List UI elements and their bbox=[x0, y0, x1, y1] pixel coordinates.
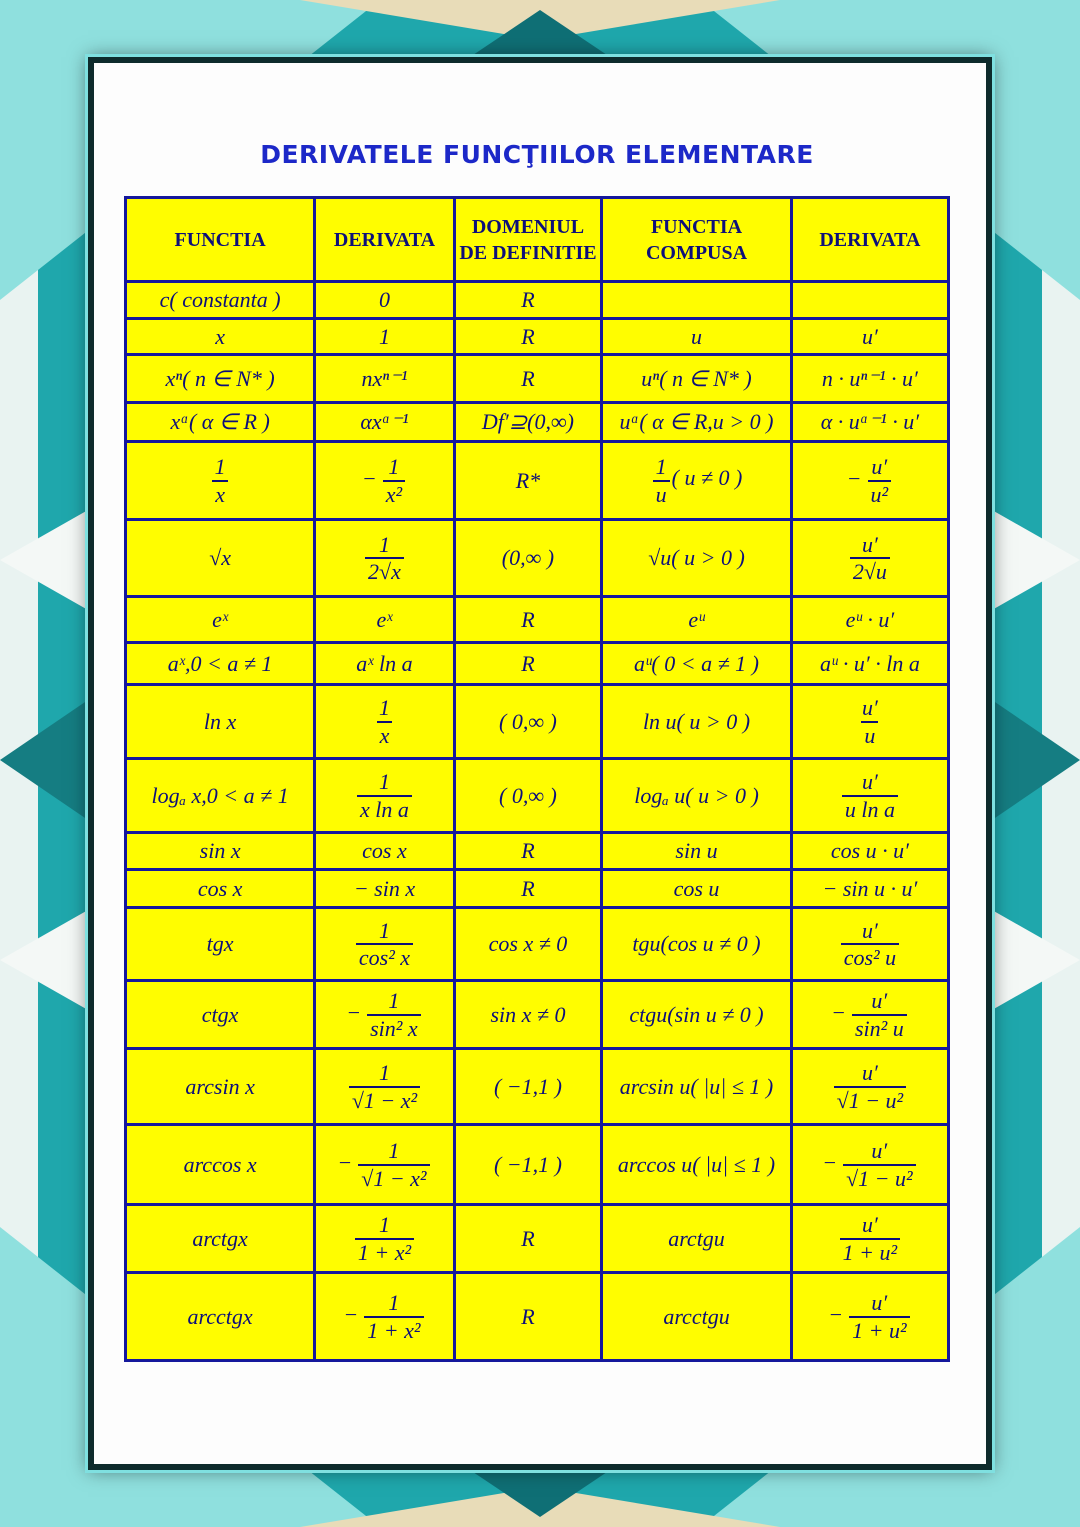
table-row bbox=[126, 520, 949, 597]
cell-composite-function: arccos u( |u| ≤ 1 ) bbox=[602, 1125, 792, 1205]
derivatives-table bbox=[124, 196, 950, 1362]
fraction bbox=[365, 533, 404, 583]
table-row bbox=[126, 1273, 949, 1361]
minus-sign: − bbox=[361, 465, 377, 491]
table-row bbox=[126, 282, 949, 319]
cell-function bbox=[126, 442, 315, 520]
cell-function: cos x bbox=[126, 870, 315, 908]
cell-derivative: aˣ ln a bbox=[315, 643, 454, 685]
cell-derivative: − sin x bbox=[315, 870, 454, 908]
fraction-denominator: 1 + x² bbox=[364, 1316, 423, 1342]
fraction bbox=[840, 1213, 900, 1263]
fraction bbox=[653, 455, 670, 505]
table-row bbox=[126, 403, 949, 442]
fraction bbox=[868, 455, 892, 505]
fraction-condition: ( u ≠ 0 ) bbox=[671, 465, 743, 491]
cell-derivative bbox=[315, 759, 454, 833]
cell-function: ctgx bbox=[126, 981, 315, 1049]
cell-function: arccos x bbox=[126, 1125, 315, 1205]
cell-composite-derivative bbox=[791, 282, 948, 319]
fraction bbox=[376, 696, 393, 746]
fraction-denominator: 1 + x² bbox=[355, 1238, 414, 1264]
cell-composite-function: logₐ u( u > 0 ) bbox=[602, 759, 792, 833]
cell-composite-function: tgu(cos u ≠ 0 ) bbox=[602, 908, 792, 981]
minus-sign: − bbox=[343, 1301, 359, 1327]
cell-composite-derivative bbox=[791, 759, 948, 833]
fraction-numerator: u′ bbox=[861, 1212, 878, 1238]
cell-domain: R bbox=[454, 1273, 602, 1361]
fraction-denominator: √1 − u² bbox=[843, 1164, 916, 1190]
cell-function: sin x bbox=[126, 833, 315, 870]
cell-domain: R bbox=[454, 870, 602, 908]
fraction-numerator: 1 bbox=[378, 695, 390, 721]
cell-domain: (0,∞ ) bbox=[454, 520, 602, 597]
cell-function: arcctgx bbox=[126, 1273, 315, 1361]
fraction-numerator: 1 bbox=[378, 1212, 390, 1238]
fraction-numerator: 1 bbox=[378, 769, 390, 795]
fraction-numerator: u′ bbox=[861, 695, 878, 721]
fraction-denominator: 2√u bbox=[850, 557, 890, 583]
fraction bbox=[212, 455, 229, 505]
header-functia-compusa: FUNCTIA COMPUSA bbox=[602, 198, 792, 282]
fraction bbox=[859, 696, 881, 746]
cell-domain: sin x ≠ 0 bbox=[454, 981, 602, 1049]
minus-sign: − bbox=[346, 999, 362, 1025]
table-row bbox=[126, 833, 949, 870]
cell-composite-function: eᵘ bbox=[602, 597, 792, 643]
page-title: DERIVATELE FUNCŢIILOR ELEMENTARE bbox=[260, 140, 814, 169]
cell-composite-derivative: aᵘ · u′ · ln a bbox=[791, 643, 948, 685]
cell-derivative bbox=[315, 981, 454, 1049]
fraction bbox=[849, 1291, 909, 1341]
cell-composite-function: arcsin u( |u| ≤ 1 ) bbox=[602, 1049, 792, 1125]
cell-domain: Df′⊇(0,∞) bbox=[454, 403, 602, 442]
cell-composite-derivative bbox=[791, 981, 948, 1049]
fraction bbox=[852, 989, 907, 1039]
cell-domain: ( −1,1 ) bbox=[454, 1049, 602, 1125]
fraction bbox=[850, 533, 890, 583]
fraction bbox=[355, 1213, 414, 1263]
minus-sign: − bbox=[831, 999, 846, 1025]
cell-composite-function bbox=[602, 282, 792, 319]
table-row bbox=[126, 442, 949, 520]
minus-sign: − bbox=[828, 1301, 844, 1327]
fraction-denominator: u bbox=[861, 721, 878, 747]
fraction bbox=[358, 1139, 429, 1189]
cell-composite-function: uᵅ( α ∈ R,u > 0 ) bbox=[602, 403, 792, 442]
cell-domain: R bbox=[454, 355, 602, 403]
fraction-numerator: u′ bbox=[871, 454, 888, 480]
cell-domain: R bbox=[454, 643, 602, 685]
fraction-numerator: 1 bbox=[388, 1290, 400, 1316]
fraction-denominator: cos² u bbox=[841, 943, 899, 969]
fraction bbox=[364, 1291, 423, 1341]
cell-function: c( constanta ) bbox=[126, 282, 315, 319]
cell-composite-derivative bbox=[791, 1205, 948, 1273]
fraction-numerator: 1 bbox=[214, 454, 226, 480]
fraction-denominator: 1 + u² bbox=[840, 1238, 900, 1264]
cell-composite-function: arcctgu bbox=[602, 1273, 792, 1361]
cell-composite-derivative: cos u · u′ bbox=[791, 833, 948, 870]
cell-domain: ( −1,1 ) bbox=[454, 1125, 602, 1205]
minus-sign: − bbox=[822, 1149, 838, 1175]
fraction-denominator: u² bbox=[868, 480, 892, 506]
cell-domain: R bbox=[454, 319, 602, 355]
fraction bbox=[841, 919, 899, 969]
cell-derivative bbox=[315, 1273, 454, 1361]
cell-domain: R bbox=[454, 282, 602, 319]
table-body bbox=[126, 282, 949, 1361]
fraction-numerator: u′ bbox=[861, 769, 878, 795]
cell-composite-function: uⁿ( n ∈ N* ) bbox=[602, 355, 792, 403]
fraction-denominator: u ln a bbox=[842, 795, 898, 821]
cell-function: tgx bbox=[126, 908, 315, 981]
header-derivata-compusa: DERIVATA bbox=[791, 198, 948, 282]
cell-function: ln x bbox=[126, 685, 315, 759]
table-row bbox=[126, 1049, 949, 1125]
fraction bbox=[349, 1061, 420, 1111]
cell-composite-function: sin u bbox=[602, 833, 792, 870]
header-functia: FUNCTIA bbox=[126, 198, 315, 282]
fraction-denominator: √1 − x² bbox=[358, 1164, 429, 1190]
fraction-numerator: u′ bbox=[861, 531, 878, 557]
cell-function: arcsin x bbox=[126, 1049, 315, 1125]
fraction-denominator: x ln a bbox=[357, 795, 412, 821]
fraction-denominator: √1 − x² bbox=[349, 1086, 420, 1112]
header-derivata: DERIVATA bbox=[315, 198, 454, 282]
cell-domain: R bbox=[454, 833, 602, 870]
cell-derivative: eˣ bbox=[315, 597, 454, 643]
fraction-numerator: 1 bbox=[388, 1138, 400, 1164]
cell-derivative bbox=[315, 520, 454, 597]
cell-derivative: nxⁿ⁻¹ bbox=[315, 355, 454, 403]
table-row bbox=[126, 597, 949, 643]
table-row bbox=[126, 1125, 949, 1205]
cell-composite-function: u bbox=[602, 319, 792, 355]
fraction-denominator: u bbox=[653, 480, 670, 506]
fraction-denominator: x bbox=[212, 480, 228, 506]
fraction-denominator: x² bbox=[383, 480, 405, 506]
cell-composite-function: arctgu bbox=[602, 1205, 792, 1273]
table-row bbox=[126, 759, 949, 833]
cell-composite-derivative bbox=[791, 442, 948, 520]
fraction-denominator: cos² x bbox=[356, 943, 413, 969]
cell-function: xᵅ( α ∈ R ) bbox=[126, 403, 315, 442]
cell-composite-derivative bbox=[791, 685, 948, 759]
cell-composite-derivative: − sin u · u′ bbox=[791, 870, 948, 908]
fraction-numerator: u′ bbox=[861, 1060, 878, 1086]
cell-function: √x bbox=[126, 520, 315, 597]
table-header-row bbox=[126, 198, 949, 282]
fraction-numerator: 1 bbox=[388, 988, 400, 1014]
cell-derivative: αxᵅ⁻¹ bbox=[315, 403, 454, 442]
fraction-denominator: 1 + u² bbox=[849, 1316, 909, 1342]
cell-composite-derivative bbox=[791, 1049, 948, 1125]
fraction-numerator: u′ bbox=[871, 1138, 888, 1164]
cell-domain: ( 0,∞ ) bbox=[454, 759, 602, 833]
cell-derivative bbox=[315, 1125, 454, 1205]
fraction-denominator: x bbox=[377, 721, 393, 747]
fraction bbox=[367, 989, 421, 1039]
cell-composite-derivative: u′ bbox=[791, 319, 948, 355]
fraction-numerator: 1 bbox=[655, 454, 667, 480]
fraction bbox=[842, 770, 898, 820]
cell-derivative: 0 bbox=[315, 282, 454, 319]
table-row bbox=[126, 870, 949, 908]
cell-derivative bbox=[315, 1049, 454, 1125]
cell-derivative: 1 bbox=[315, 319, 454, 355]
cell-domain: R bbox=[454, 1205, 602, 1273]
fraction bbox=[383, 455, 405, 505]
cell-composite-derivative bbox=[791, 908, 948, 981]
fraction-denominator: sin² x bbox=[367, 1014, 421, 1040]
cell-derivative bbox=[315, 908, 454, 981]
cell-derivative: cos x bbox=[315, 833, 454, 870]
cell-domain: ( 0,∞ ) bbox=[454, 685, 602, 759]
table-row bbox=[126, 643, 949, 685]
minus-sign: − bbox=[846, 465, 862, 491]
cell-composite-function: aᵘ( 0 < a ≠ 1 ) bbox=[602, 643, 792, 685]
fraction-numerator: 1 bbox=[388, 454, 400, 480]
cell-domain: R bbox=[454, 597, 602, 643]
cell-composite-derivative bbox=[791, 1273, 948, 1361]
cell-function: x bbox=[126, 319, 315, 355]
cell-derivative bbox=[315, 442, 454, 520]
table-row bbox=[126, 908, 949, 981]
cell-derivative bbox=[315, 685, 454, 759]
header-domeniul: DOMENIUL DE DEFINITIE bbox=[454, 198, 602, 282]
cell-composite-derivative: eᵘ · u′ bbox=[791, 597, 948, 643]
cell-composite-derivative: n · uⁿ⁻¹ · u′ bbox=[791, 355, 948, 403]
cell-composite-function: cos u bbox=[602, 870, 792, 908]
table-row bbox=[126, 685, 949, 759]
fraction-numerator: u′ bbox=[861, 917, 878, 943]
cell-composite-function: ctgu(sin u ≠ 0 ) bbox=[602, 981, 792, 1049]
fraction-denominator: 2√x bbox=[365, 557, 404, 583]
cell-domain: R* bbox=[454, 442, 602, 520]
cell-composite-derivative bbox=[791, 520, 948, 597]
cell-composite-function: √u( u > 0 ) bbox=[602, 520, 792, 597]
cell-composite-derivative: α · uᵅ⁻¹ · u′ bbox=[791, 403, 948, 442]
fraction bbox=[356, 919, 413, 969]
cell-composite-function bbox=[602, 442, 792, 520]
fraction-numerator: 1 bbox=[378, 531, 390, 557]
cell-function: aˣ,0 < a ≠ 1 bbox=[126, 643, 315, 685]
table-row bbox=[126, 1205, 949, 1273]
cell-function: logₐ x,0 < a ≠ 1 bbox=[126, 759, 315, 833]
cell-function: eˣ bbox=[126, 597, 315, 643]
fraction bbox=[834, 1061, 907, 1111]
fraction-numerator: 1 bbox=[378, 917, 390, 943]
fraction-numerator: u′ bbox=[871, 1290, 888, 1316]
minus-sign: − bbox=[337, 1149, 353, 1175]
fraction-denominator: sin² u bbox=[852, 1014, 907, 1040]
fraction-numerator: 1 bbox=[378, 1060, 390, 1086]
table-row bbox=[126, 981, 949, 1049]
cell-derivative bbox=[315, 1205, 454, 1273]
fraction bbox=[357, 770, 412, 820]
fraction-numerator: u′ bbox=[871, 988, 888, 1014]
cell-function: arctgx bbox=[126, 1205, 315, 1273]
cell-composite-derivative bbox=[791, 1125, 948, 1205]
cell-domain: cos x ≠ 0 bbox=[454, 908, 602, 981]
cell-composite-function: ln u( u > 0 ) bbox=[602, 685, 792, 759]
table-row bbox=[126, 355, 949, 403]
cell-function: xⁿ( n ∈ N* ) bbox=[126, 355, 315, 403]
table-row bbox=[126, 319, 949, 355]
fraction-denominator: √1 − u² bbox=[834, 1086, 907, 1112]
fraction bbox=[843, 1139, 916, 1189]
